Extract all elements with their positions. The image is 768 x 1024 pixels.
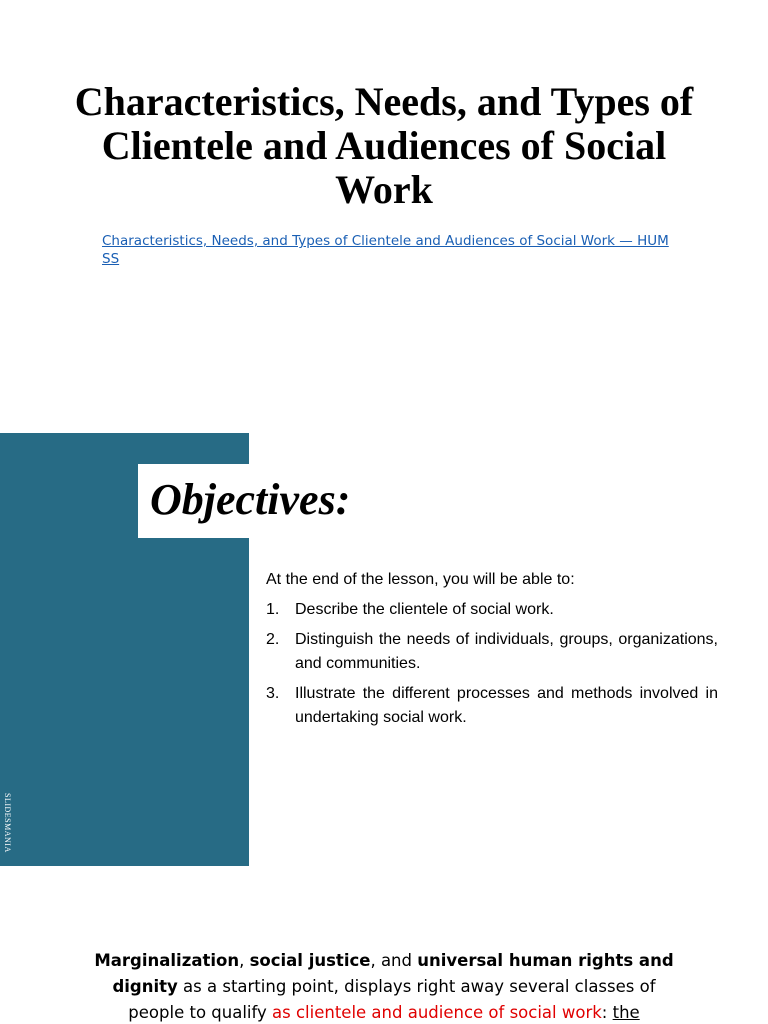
marginalization-paragraph bbox=[90, 948, 678, 1024]
underlined-text: the bbox=[612, 1003, 640, 1022]
list-number: 2. bbox=[266, 631, 280, 648]
term-marginalization: Marginalization bbox=[94, 951, 240, 970]
term-social-justice: social justice bbox=[249, 951, 371, 970]
text-fragment: , bbox=[239, 951, 250, 970]
source-link[interactable]: Characteristics, Needs, and Types of Clientele and Audiences of Social Work — HUMSS bbox=[102, 233, 669, 267]
objectives-intro: At the end of the lesson, you will be able to: bbox=[266, 571, 575, 588]
slide-title bbox=[0, 0, 768, 432]
list-number: 3. bbox=[266, 685, 280, 702]
text-fragment: as a starting point, displays right away several classes of people to qualify bbox=[128, 977, 656, 1022]
list-item bbox=[266, 628, 718, 676]
slidesmania-watermark: SLIDESMANIA bbox=[3, 793, 12, 853]
text-fragment: , and bbox=[370, 951, 418, 970]
list-item bbox=[266, 598, 718, 622]
list-item-text: Describe the clientele of social work. bbox=[295, 601, 554, 618]
objectives-heading-box bbox=[138, 464, 384, 538]
page-title: Characteristics, Needs, and Types of Clientele and Audiences of Social Work bbox=[74, 79, 694, 212]
list-item-text: Distinguish the needs of individuals, groups, organizations, and communities. bbox=[295, 631, 718, 672]
slide-objectives bbox=[0, 432, 768, 866]
list-number: 1. bbox=[266, 601, 280, 618]
list-item bbox=[266, 682, 718, 730]
objectives-list bbox=[266, 598, 718, 730]
objectives-content bbox=[266, 568, 718, 736]
text-fragment: : bbox=[601, 1003, 613, 1022]
objectives-heading: Objectives: bbox=[150, 475, 351, 524]
highlight-clientele: as clientele and audience of social work bbox=[272, 1003, 602, 1022]
list-item-text: Illustrate the different processes and methods involved in undertaking social work. bbox=[295, 685, 718, 726]
term-human-rights: universal human rights and dignity bbox=[112, 951, 674, 996]
slide-marginalization bbox=[0, 866, 768, 1024]
